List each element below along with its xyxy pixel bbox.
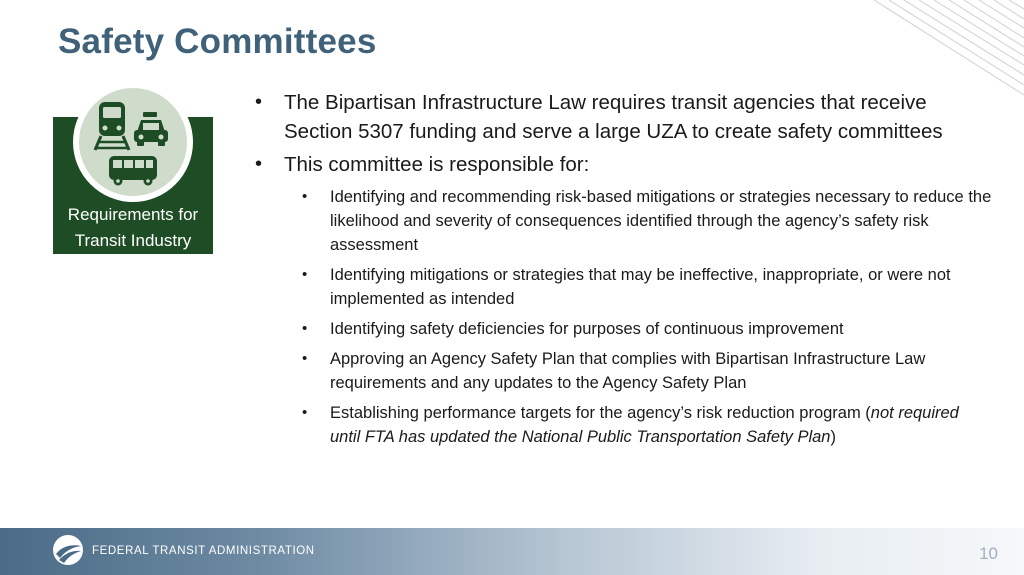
page-number: 10 <box>979 544 998 563</box>
sub-bullet-list <box>253 185 993 449</box>
transit-icons <box>79 88 187 196</box>
sub-bullet-text: Establishing performance targets for the agency’s risk reduction program ( <box>330 404 871 422</box>
sub-bullet-item: • Identifying safety deficiencies for purposes of continuous improvement <box>253 317 993 341</box>
bus-icon <box>109 156 157 186</box>
sub-bullet-item: • Identifying mitigations or strategies that may be ineffective, inappropriate, or were not implemented as intended <box>253 263 993 311</box>
requirements-label-line1: Requirements for <box>67 205 199 224</box>
sub-bullet-item: • Approving an Agency Safety Plan that complies with Bipartisan Infrastructure Law requirements and any updates to the Agency Safety Plan <box>253 347 993 395</box>
sub-bullet-close: ) <box>830 428 836 446</box>
bullet-item: • This committee is responsible for: <box>253 150 993 179</box>
requirements-label-line2: Transit Industry <box>74 231 192 250</box>
footer-agency-name: FEDERAL TRANSIT ADMINISTRATION <box>92 545 315 557</box>
slide-title: Safety Committees <box>58 22 377 61</box>
bullet-list <box>253 88 993 455</box>
sub-bullet-item <box>253 401 993 449</box>
bullet-item: • The Bipartisan Infrastructure Law requires transit agencies that receive Section 5307 funding and serve a large UZA to create safety committees <box>253 88 993 146</box>
train-icon <box>95 102 129 150</box>
car-icon <box>134 112 168 146</box>
sub-bullet-italic: not required until FTA has updated the National Public Transportation Safety Plan <box>330 404 959 446</box>
sub-bullet-item: • Identifying and recommending risk-based mitigations or strategies necessary to reduce the likelihood and severity of consequences identified through the agency’s safety risk assessment <box>253 185 993 257</box>
requirements-label <box>53 202 213 254</box>
dot-logo-icon <box>52 534 84 566</box>
